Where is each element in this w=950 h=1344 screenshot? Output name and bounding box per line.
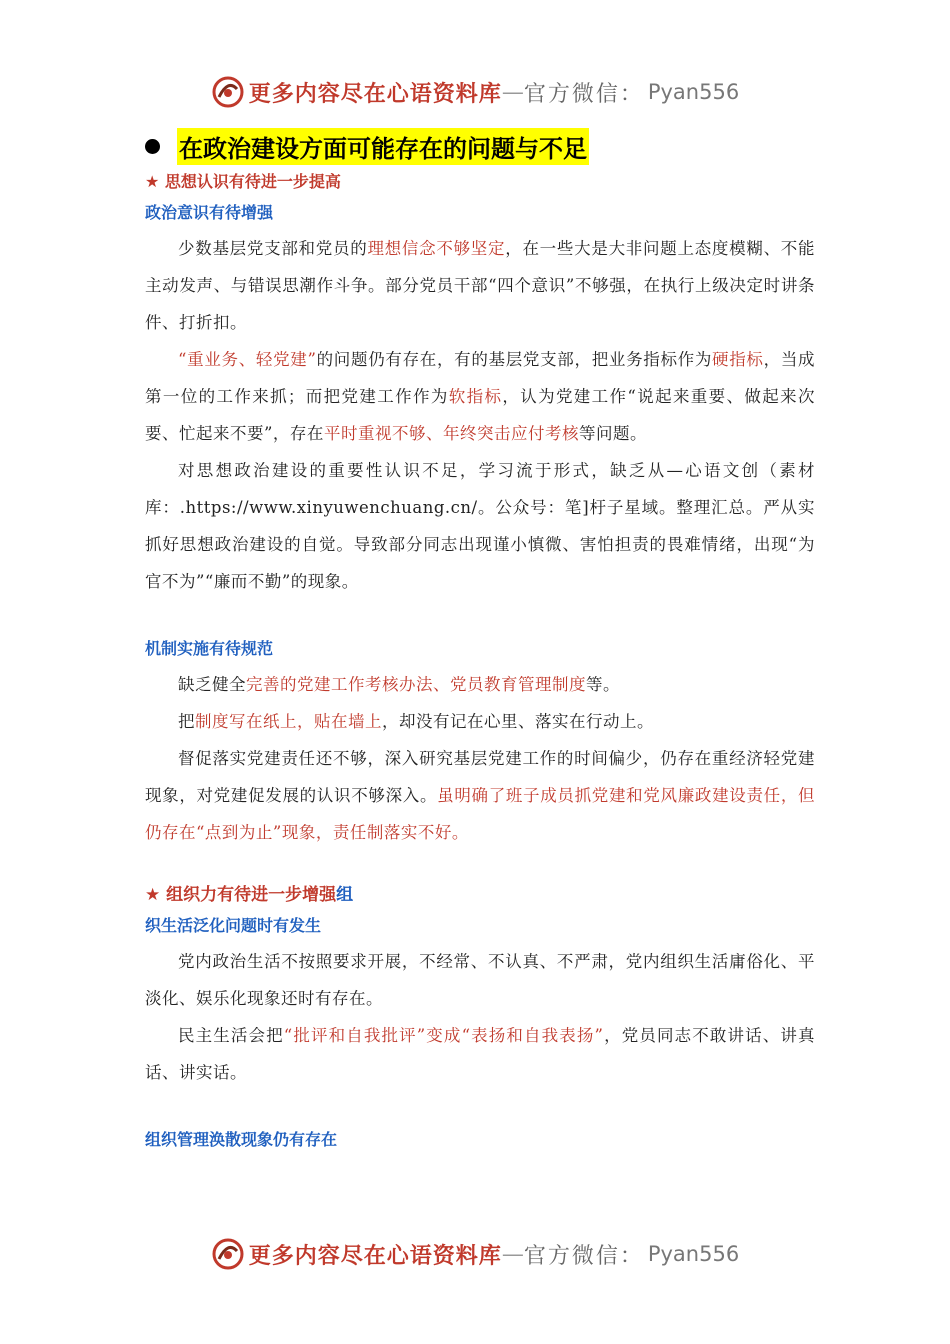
logo-icon — [211, 1237, 245, 1271]
banner-wechat-id: Pyan556 — [647, 1242, 740, 1266]
paragraph: 缺乏健全完善的党建工作考核办法、党员教育管理制度等。 — [178, 675, 620, 694]
paragraph: 少数基层党支部和党员的理想信念不够坚定，在一些大是大非问题上态度模糊、不能主动发声、与错误思潮作斗争。部分党员干部“四个意识”不够强，在执行上级决定时讲条件、打折扣。 — [145, 239, 816, 332]
paragraph: 督促落实党建责任还不够，深入研究基层党建工作的时间偏少，仍存在重经济轻党建现象，对党建促发展的认识不够深入。虽明确了班子成员抓党建和党风廉政建设责任，但仍存在“点到为止”现象，责任制落实不好。 — [145, 749, 816, 842]
banner-wechat-id: Pyan556 — [647, 80, 740, 104]
section2-title: ★ 组织力有待进一步增强组 — [145, 885, 354, 905]
main-heading — [145, 126, 815, 166]
section2-sub1-title: 织生活泛化问题时有发生 — [145, 916, 322, 935]
section1-title: ★ 思想认识有待进一步提高 — [145, 172, 341, 191]
paragraph: 对思想政治建设的重要性认识不足，学习流于形式，缺乏从—心语文创（素材库：.https://www.xinyuwenchuang.cn/。公众号：笔]杅子星域。整理汇总。严从实抓好思想政治建设的自觉。导致部分同志出现谨小慎微、害怕担责的畏难情绪，出现“为官不为”“廉而不勤”的现象。 — [145, 461, 815, 591]
document-body — [145, 126, 815, 1157]
paragraph: 民主生活会把“批评和自我批评”变成“表扬和自我表扬”，党员同志不敢讲话、讲真话、讲实话。 — [145, 1026, 816, 1082]
section1-sub1-title: 政治意识有待增强 — [145, 203, 274, 222]
banner-text: 更多内容尽在心语资料库 — [248, 1242, 502, 1269]
main-heading-text: 在政治建设方面可能存在的问题与不足 — [177, 128, 589, 165]
section2-sub2-title: 组织管理涣散现象仍有存在 — [145, 1130, 338, 1149]
paragraph: 把制度写在纸上，贴在墙上，却没有记在心里、落实在行动上。 — [178, 712, 654, 731]
banner-dash: — — [501, 79, 524, 105]
banner-wechat-label: 官方微信： — [523, 1243, 644, 1269]
banner-dash: — — [501, 1241, 524, 1267]
logo-icon — [211, 75, 245, 109]
paragraph: 党内政治生活不按照要求开展，不经常、不认真、不严肃，党内组织生活庸俗化、平淡化、娱乐化现象还时有存在。 — [145, 952, 815, 1008]
bullet-icon — [145, 139, 160, 154]
header-banner — [0, 70, 950, 114]
section1-sub2-title: 机制实施有待规范 — [145, 639, 274, 658]
banner-wechat-label: 官方微信： — [523, 81, 644, 107]
footer-banner — [0, 1232, 950, 1276]
banner-text: 更多内容尽在心语资料库 — [248, 80, 502, 107]
paragraph: “重业务、轻党建”的问题仍有存在，有的基层党支部，把业务指标作为硬指标，当成第一位的工作来抓；而把党建工作作为软指标，认为党建工作“说起来重要、做起来次要、忙起来不要”，存在平时重视不够、年终突击应付考核等问题。 — [145, 350, 816, 443]
